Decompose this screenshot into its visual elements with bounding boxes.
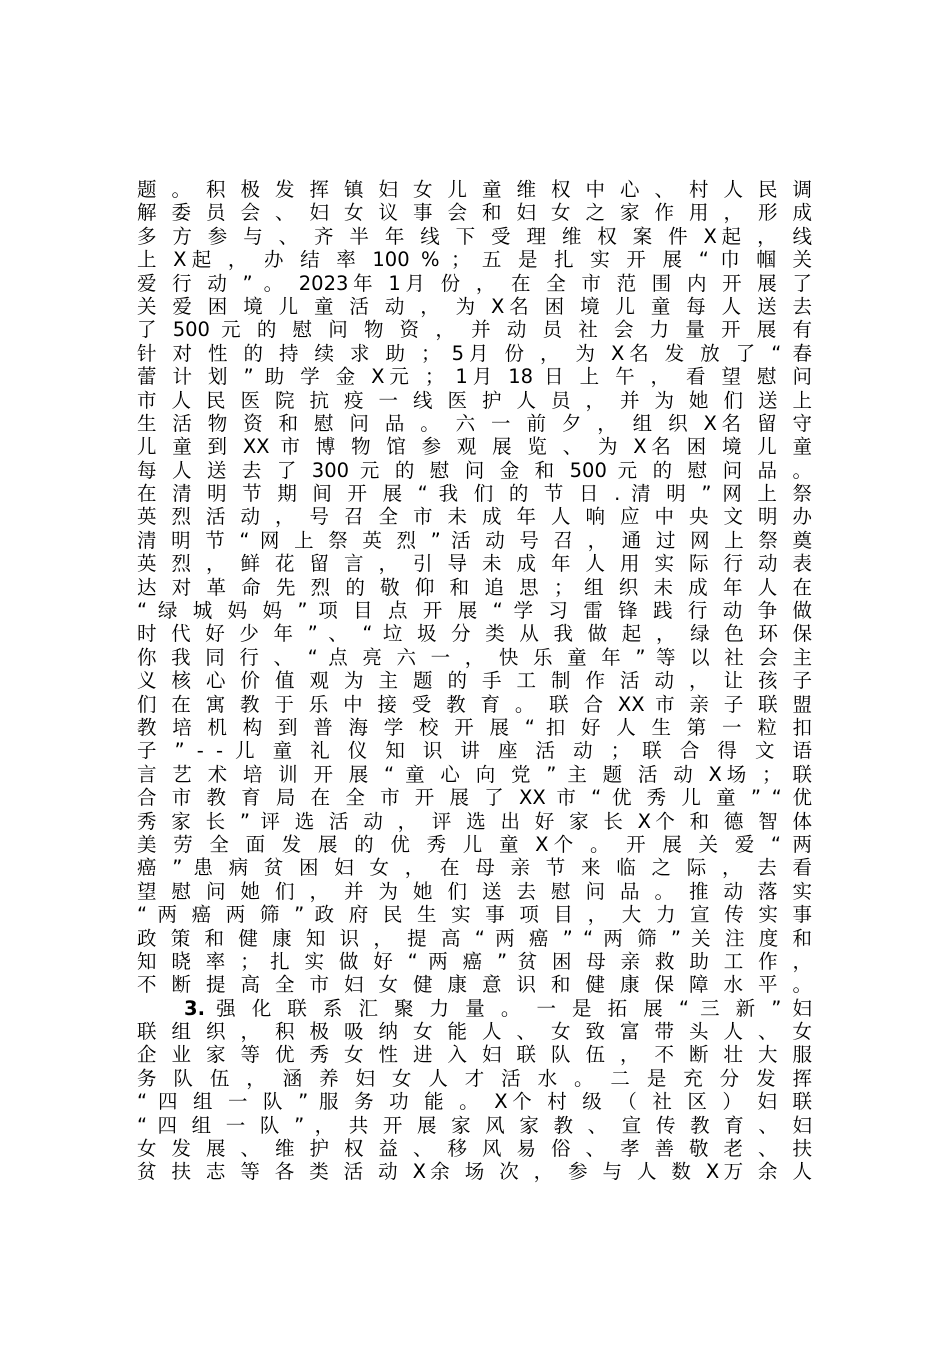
text-line: 不 断 提 高 全 市 妇 女 健 康 意 识 和 健 康 保 障 水 平 。	[137, 973, 812, 997]
text-line: 你 我 同 行 、 “ 点 亮 六 一 ， 快 乐 童 年 ” 等 以 社 会 主	[137, 645, 812, 669]
text-line: 达 对 革 命 先 烈 的 敬 仰 和 追 思 ； 组 织 未 成 年 人 在	[137, 575, 812, 599]
text-line: “ 绿 城 妈 妈 ” 项 目 点 开 展 “ 学 习 雷 锋 践 行 动 争 做	[137, 599, 812, 623]
text-line: 上 X起 ， 办 结 率 100 % ； 五 是 扎 实 开 展 “ 巾 帼 关	[137, 248, 812, 272]
section-3-heading-line	[137, 997, 812, 1020]
body-text	[137, 178, 812, 1184]
text-line: 企 业 家 等 优 秀 女 性 进 入 妇 联 队 伍 ， 不 断 壮 大 服	[137, 1043, 812, 1067]
text-line: 多 方 参 与 、 齐 半 年 线 下 受 理 维 权 案 件 X起 ， 线	[137, 224, 812, 248]
text-line: 贫 扶 志 等 各 类 活 动 X余 场 次 ， 参 与 人 数 X万 余 人	[137, 1160, 812, 1184]
text-line: 务 队 伍 ， 涵 养 妇 女 人 才 活 水 。 二 是 充 分 发 挥	[137, 1066, 812, 1090]
text-line: 了 500 元 的 慰 问 物 资 ， 并 动 员 社 会 力 量 开 展 有	[137, 318, 812, 342]
text-line: 政 策 和 健 康 知 识 ， 提 高 “ 两 癌 ” “ 两 筛 ” 关 注 度 和	[137, 926, 812, 950]
text-line: 望 慰 问 她 们 ， 并 为 她 们 送 去 慰 问 品 。 推 动 落 实	[137, 879, 812, 903]
text-line: “ 两 癌 两 筛 ” 政 府 民 生 实 事 项 目 ， 大 力 宣 传 实 事	[137, 903, 812, 927]
text-line: 蕾 计 划 ” 助 学 金 X元 ； 1月 18 日 上 午 ， 看 望 慰 问	[137, 365, 812, 389]
text-line: 儿 童 到 XX 市 博 物 馆 参 观 展 览 、 为 X名 困 境 儿 童	[137, 435, 812, 459]
text-line: 子 ” - - 儿 童 礼 仪 知 识 讲 座 活 动 ； 联 合 得 文 语	[137, 739, 812, 763]
text-line: 时 代 好 少 年 ” 、 “ 垃 圾 分 类 从 我 做 起 ， 绿 色 环 保	[137, 622, 812, 646]
text-line: 合 市 教 育 局 在 全 市 开 展 了 XX 市 “ 优 秀 儿 童 ” “ 优	[137, 786, 812, 810]
text-line: 们 在 寓 教 于 乐 中 接 受 教 育 。 联 合 XX 市 亲 子 联 盟	[137, 692, 812, 716]
text-line: 针 对 性 的 持 续 求 助 ； 5月 份 ， 为 X名 发 放 了 “ 春	[137, 341, 812, 365]
text-line: 英 烈 活 动 ， 号 召 全 市 未 成 年 人 响 应 中 央 文 明 办	[137, 505, 812, 529]
text-line: 秀 家 长 ” 评 选 活 动 ， 评 选 出 好 家 长 X个 和 德 智 体	[137, 809, 812, 833]
text-line: 英 烈 ， 鲜 花 留 言 ， 引 导 未 成 年 人 用 实 际 行 动 表	[137, 552, 812, 576]
text-line: “ 四 组 一 队 ” 服 务 功 能 。 X个 村 级 （ 社 区 ） 妇 联	[137, 1090, 812, 1114]
text-line: 市 人 民 医 院 抗 疫 一 线 医 护 人 员 ， 并 为 她 们 送 上	[137, 388, 812, 412]
text-line: 在 清 明 节 期 间 开 展 “ 我 们 的 节 日 . 清 明 ” 网 上 祭	[137, 482, 812, 506]
text-line: “ 四 组 一 队 ” ， 共 开 展 家 风 家 教 、 宣 传 教 育 、 妇	[137, 1113, 812, 1137]
text-line: 清 明 节 “ 网 上 祭 英 烈 ” 活 动 号 召 ， 通 过 网 上 祭 奠	[137, 528, 812, 552]
text-line: 关 爱 困 境 儿 童 活 动 ， 为 X名 困 境 儿 童 每 人 送 去	[137, 294, 812, 318]
text-line: 题 。 积 极 发 挥 镇 妇 女 儿 童 维 权 中 心 、 村 人 民 调	[137, 178, 812, 201]
section-3-number: 3.	[184, 996, 205, 1020]
text-line: 女 发 展 、 维 护 权 益 、 移 风 易 俗 、 孝 善 敬 老 、 扶	[137, 1137, 812, 1161]
text-line: 义 核 心 价 值 观 为 主 题 的 手 工 制 作 活 动 ， 让 孩 子	[137, 669, 812, 693]
text-line: 美 劳 全 面 发 展 的 优 秀 儿 童 X个 。 开 展 关 爱 “ 两	[137, 832, 812, 856]
text-line: 联 组 织 ， 积 极 吸 纳 女 能 人 、 女 致 富 带 头 人 、 女	[137, 1020, 812, 1044]
text-line: 言 艺 术 培 训 开 展 “ 童 心 向 党 ” 主 题 活 动 X场 ； 联	[137, 762, 812, 786]
text-line: 爱 行 动 ” 。 2023年 1月 份 ， 在 全 市 范 围 内 开 展 了	[137, 271, 812, 295]
text-line: 生 活 物 资 和 慰 问 品 。 六 一 前 夕 ， 组 织 X名 留 守	[137, 411, 812, 435]
text-line: 癌 ” 患 病 贫 困 妇 女 ， 在 母 亲 节 来 临 之 际 ， 去 看	[137, 856, 812, 880]
text-line: 解 委 员 会 、 妇 女 议 事 会 和 妇 女 之 家 作 用 ， 形 成	[137, 201, 812, 225]
text-line: 知 晓 率 ； 扎 实 做 好 “ 两 癌 ” 贫 困 母 亲 救 助 工 作 ，	[137, 949, 812, 973]
text-line: 每 人 送 去 了 300 元 的 慰 问 金 和 500 元 的 慰 问 品 。	[137, 458, 812, 482]
section-3-first-line-text: 强 化 联 系 汇 聚 力 量 。 一 是 拓 展 “ 三 新 ” 妇	[216, 996, 812, 1020]
text-line: 教 培 机 构 到 普 海 学 校 开 展 “ 扣 好 人 生 第 一 粒 扣	[137, 715, 812, 739]
